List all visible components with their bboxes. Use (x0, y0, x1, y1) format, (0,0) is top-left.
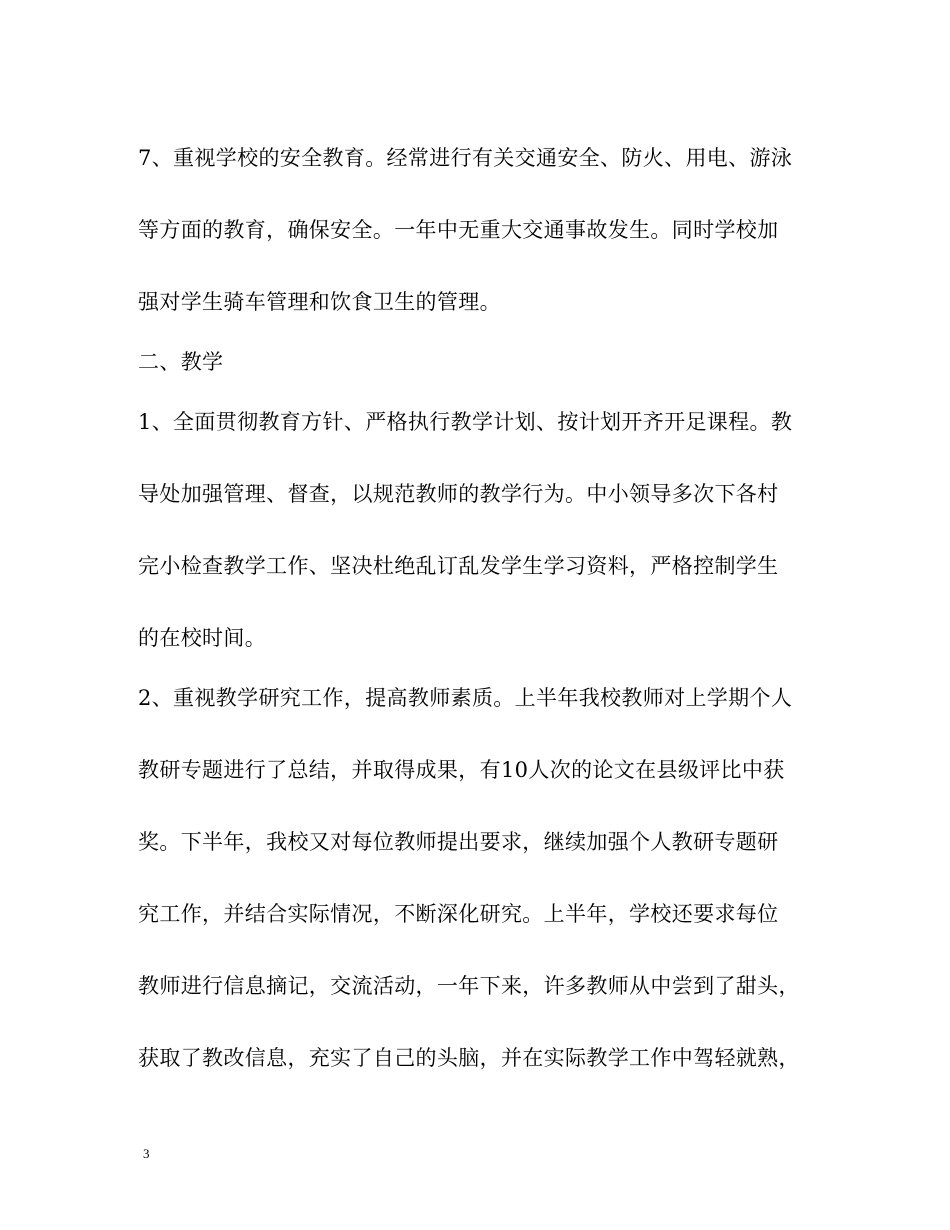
text-line: 1、全面贯彻教育方针、严格执行教学计划、按计划开齐开足课程。教 (138, 410, 793, 434)
page-number: 3 (143, 1146, 150, 1161)
text-line: 奖。下半年，我校又对每位教师提出要求，继续加强个人教研专题研 (138, 830, 779, 854)
text-line: 的在校时间。 (138, 626, 267, 650)
text-line: 获取了教改信息，充实了自己的头脑，并在实际教学工作中驾轻就熟， (138, 1046, 800, 1070)
text-line: 教师进行信息摘记，交流活动，一年下来，许多教师从中尝到了甜头， (138, 974, 800, 998)
text-line: 等方面的教育，确保安全。一年中无重大交通事故发生。同时学校加 (138, 218, 779, 242)
text-line: 教研专题进行了总结，并取得成果，有10人次的论文在县级评比中获 (138, 758, 785, 782)
text-line: 究工作，并结合实际情况，不断深化研究。上半年，学校还要求每位 (138, 902, 779, 926)
text-line: 完小检查教学工作、坚决杜绝乱订乱发学生学习资料，严格控制学生 (138, 554, 779, 578)
text-line: 2、重视教学研究工作，提高教师素质。上半年我校教师对上学期个人 (138, 686, 793, 710)
text-line: 导处加强管理、督查，以规范教师的教学行为。中小领导多次下各村 (138, 482, 779, 506)
text-line: 7、重视学校的安全教育。经常进行有关交通安全、防火、用电、游泳 (138, 146, 793, 170)
section-heading: 二、教学 (138, 350, 224, 374)
text-line: 强对学生骑车管理和饮食卫生的管理。 (138, 290, 501, 314)
